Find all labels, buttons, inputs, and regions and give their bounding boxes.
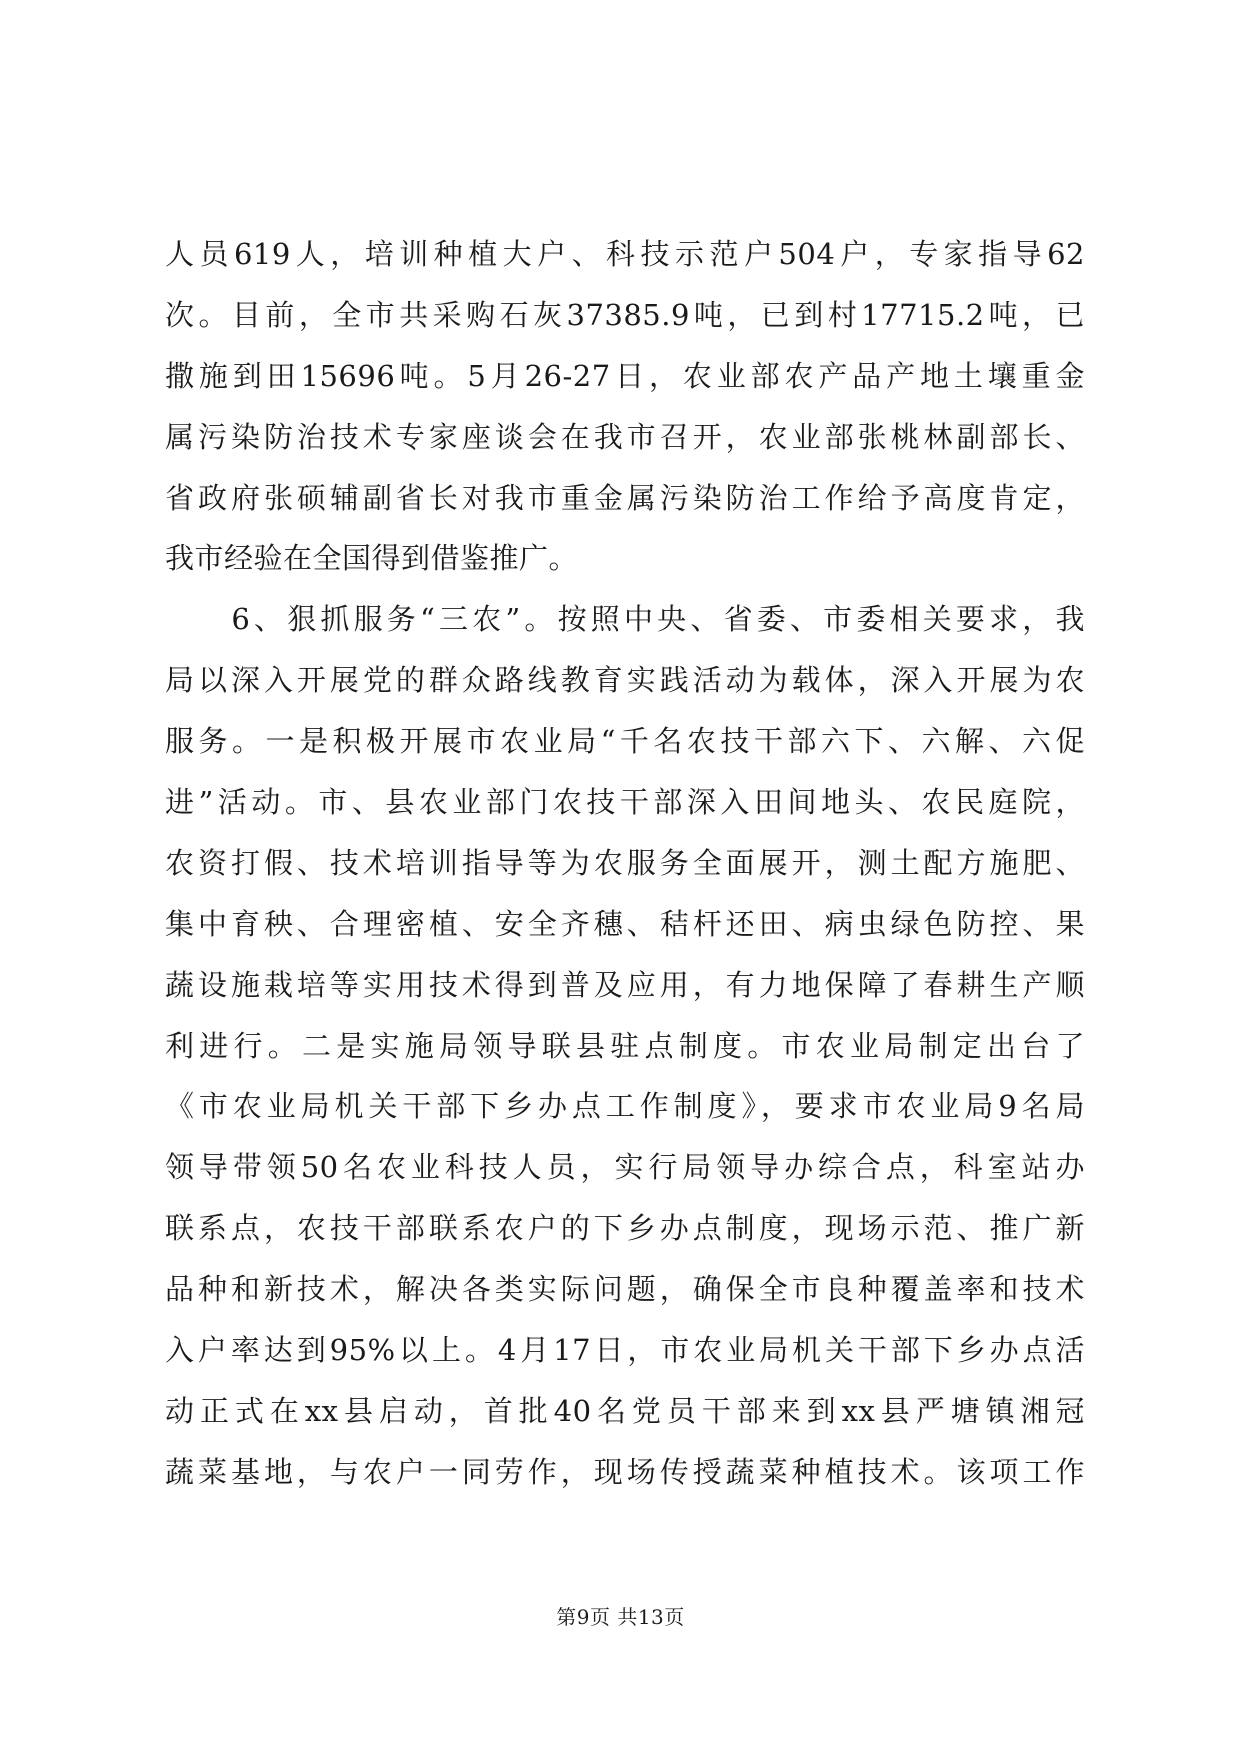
text-line: 《市农业局机关干部下乡办点工作制度》，要求市农业局9名局 (165, 1089, 1085, 1124)
text-line: 服务。一是积极开展市农业局“千名农技干部六下、六解、六促 (165, 724, 1085, 759)
text-line: 集中育秧、合理密植、安全齐穗、秸杆还田、病虫绿色防控、果 (165, 906, 1085, 941)
text-line: 联系点，农技干部联系农户的下乡办点制度，现场示范、推广新 (165, 1211, 1085, 1246)
page-footer: 第9页 共13页 (556, 1605, 685, 1629)
text-line: 领导带领50名农业科技人员，实行局领导办综合点，科室站办 (165, 1150, 1085, 1185)
text-line: 动正式在xx县启动，首批40名党员干部来到xx县严塘镇湘冠 (165, 1393, 1085, 1428)
text-line: 撒施到田15696吨。5月26-27日，农业部农产品产地土壤重金 (165, 358, 1085, 393)
text-line: 蔬菜基地，与农户一同劳作，现场传授蔬菜种植技术。该项工作 (165, 1454, 1085, 1489)
text-line: 蔬设施栽培等实用技术得到普及应用，有力地保障了春耕生产顺 (165, 967, 1085, 1002)
text-line: 品种和新技术，解决各类实际问题，确保全市良种覆盖率和技术 (165, 1272, 1085, 1307)
text-line: 属污染防治技术专家座谈会在我市召开，农业部张桃林副部长、 (165, 419, 1085, 454)
text-line: 农资打假、技术培训指导等为农服务全面展开，测土配方施肥、 (165, 845, 1085, 880)
text-line: 人员619人，培训种植大户、科技示范户504户，专家指导62 (165, 237, 1085, 271)
body-text (165, 236, 1085, 1515)
text-line: 次。目前，全市共采购石灰37385.9吨，已到村17715.2吨，已 (165, 297, 1085, 332)
text-line: 6、狠抓服务“三农”。按照中央、省委、市委相关要求，我 (165, 602, 1085, 637)
text-line: 局以深入开展党的群众路线教育实践活动为载体，深入开展为农 (165, 663, 1085, 698)
text-line: 我市经验在全国得到借鉴推广。 (165, 541, 579, 576)
text-line: 利进行。二是实施局领导联县驻点制度。市农业局制定出台了 (165, 1028, 1085, 1063)
text-line: 进”活动。市、县农业部门农技干部深入田间地头、农民庭院， (165, 785, 1085, 820)
text-line: 入户率达到95%以上。4月17日，市农业局机关干部下乡办点活 (165, 1333, 1085, 1368)
text-line: 省政府张硕辅副省长对我市重金属污染防治工作给予高度肯定， (165, 480, 1085, 515)
